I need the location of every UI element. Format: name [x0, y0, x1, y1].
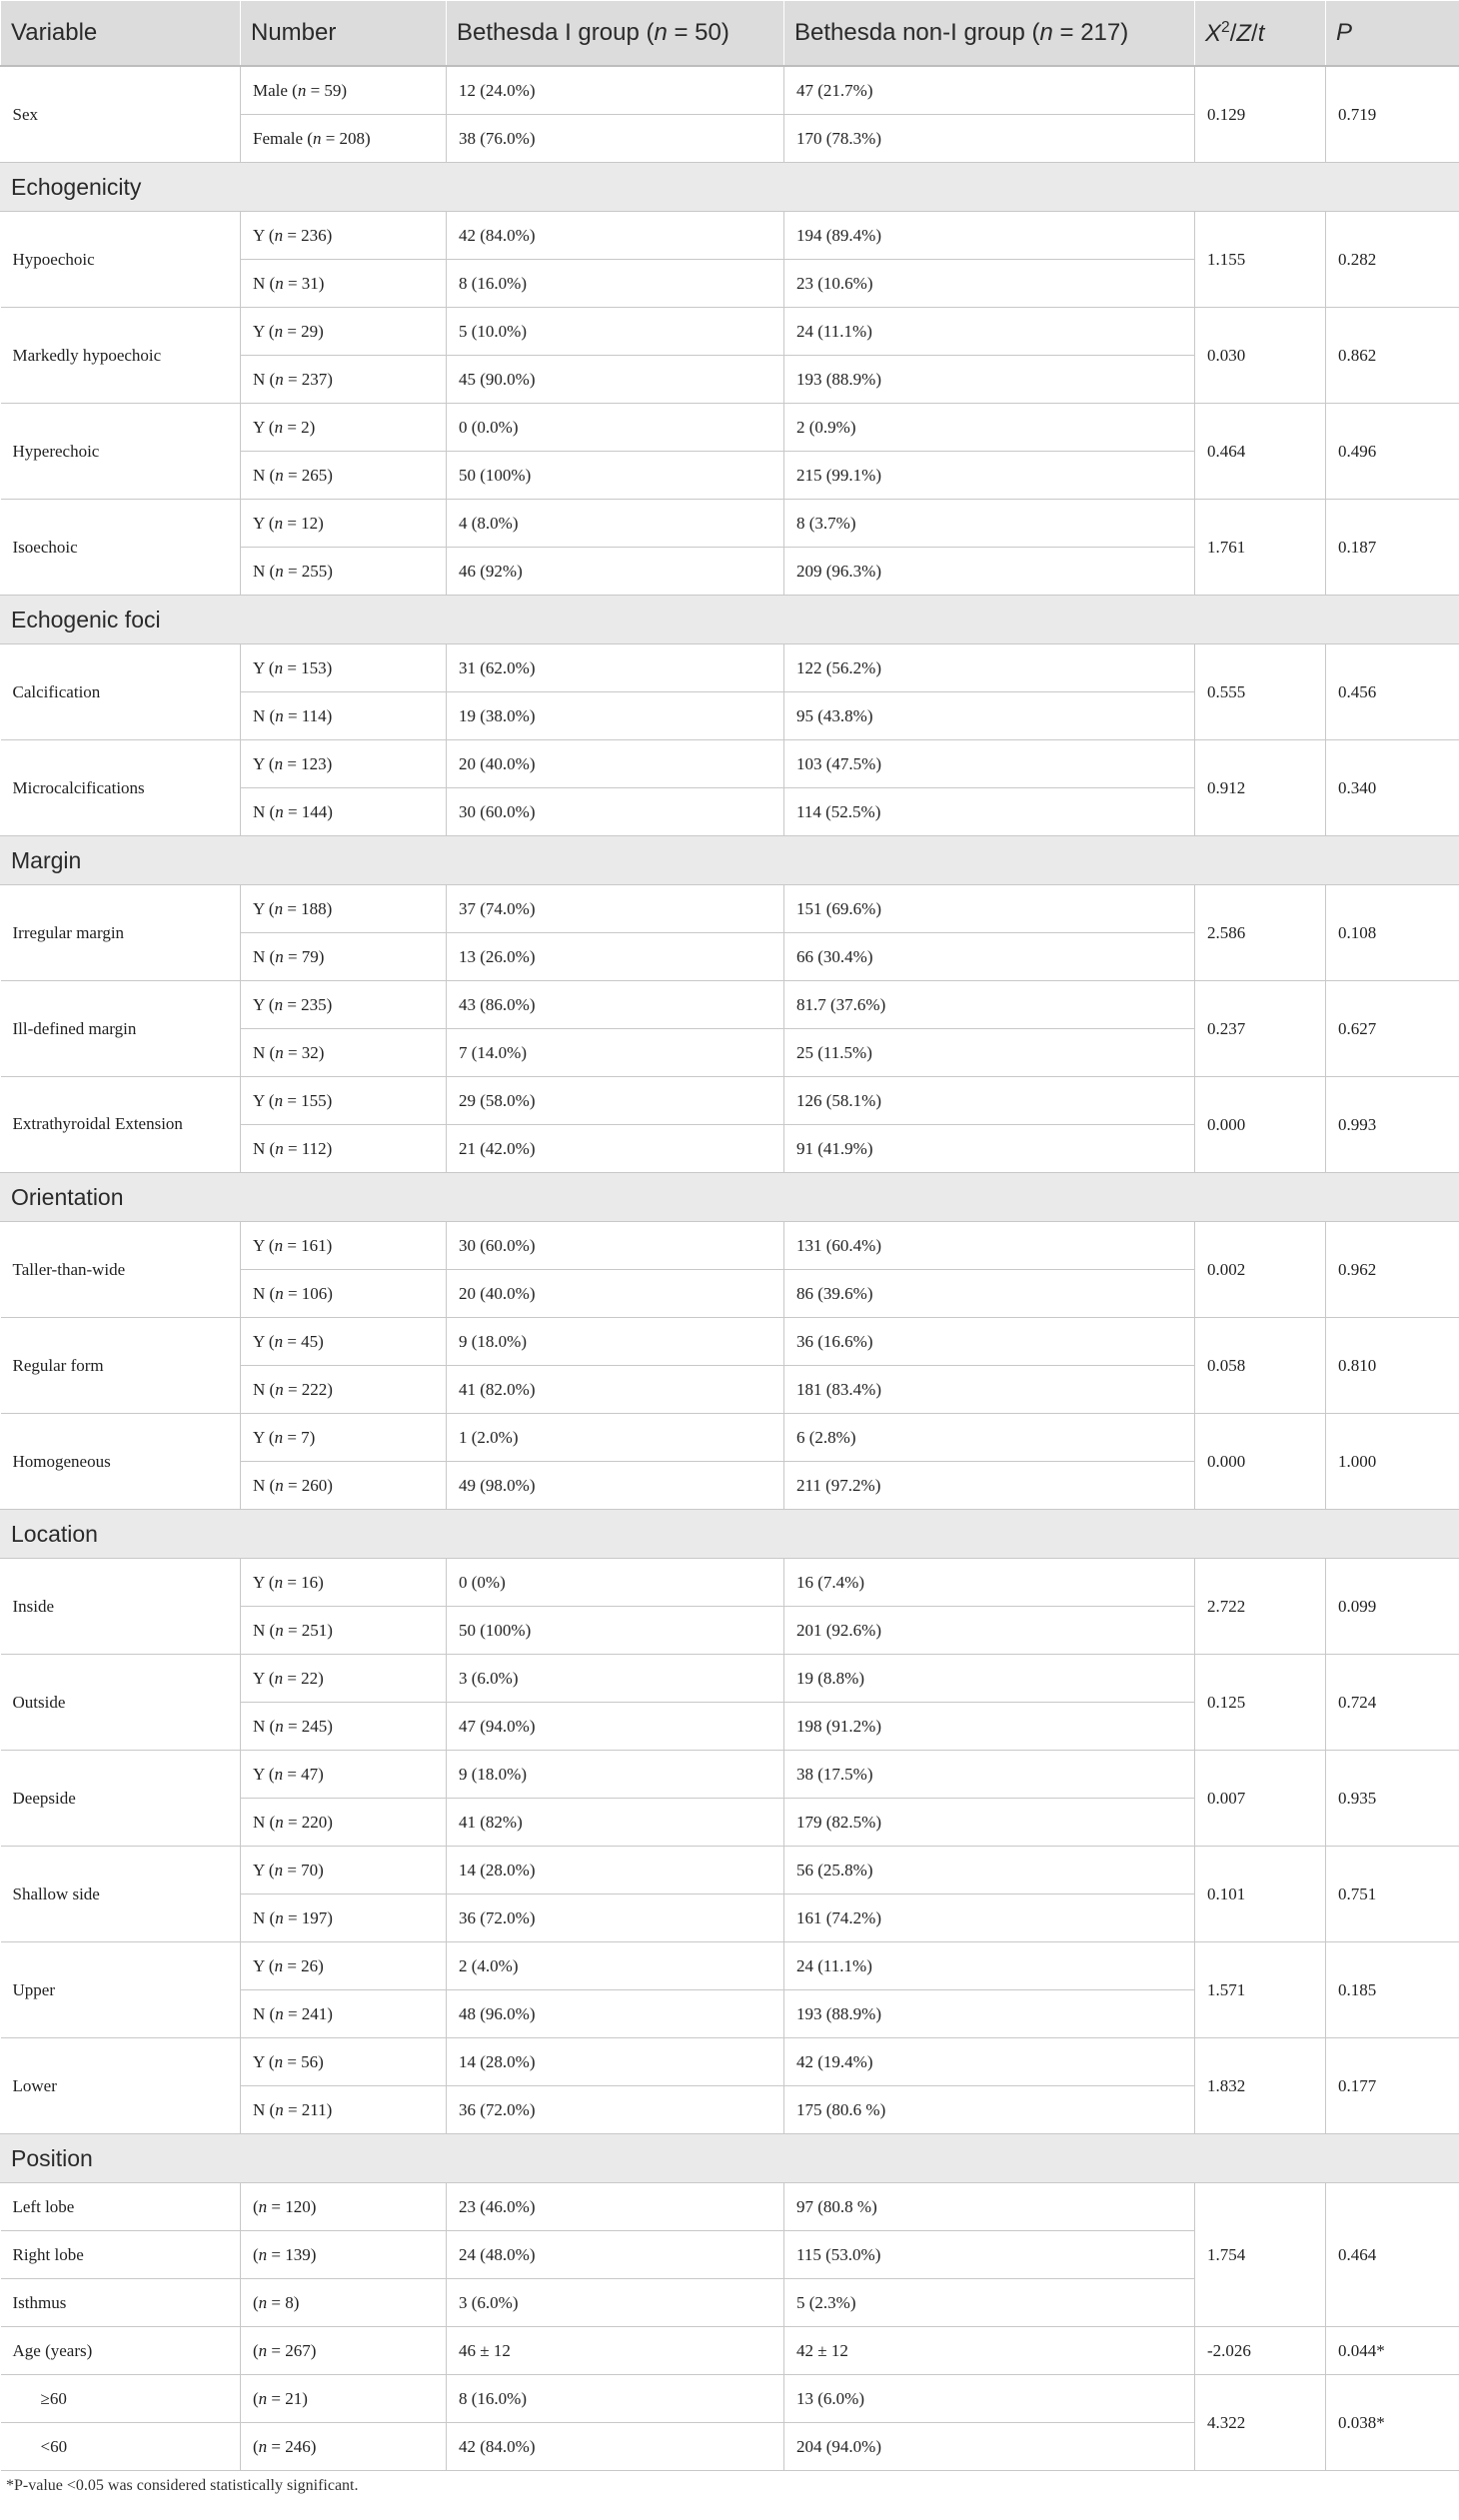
number-cell: N (n = 211) — [241, 2086, 447, 2134]
group2-cell: 170 (78.3%) — [784, 115, 1195, 163]
table-body — [1, 66, 1459, 2471]
number-cell: N (n = 241) — [241, 1990, 447, 2038]
group2-cell: 198 (91.2%) — [784, 1703, 1195, 1751]
table-row — [1, 981, 1459, 1029]
header-variable: Variable — [1, 1, 241, 67]
number-cell: N (n = 251) — [241, 1607, 447, 1655]
group2-cell: 175 (80.6 %) — [784, 2086, 1195, 2134]
group2-cell: 16 (7.4%) — [784, 1559, 1195, 1607]
table-row — [1, 66, 1459, 115]
group2-cell: 91 (41.9%) — [784, 1125, 1195, 1173]
stat-cell: 0.058 — [1195, 1318, 1326, 1414]
group1-cell: 37 (74.0%) — [447, 885, 784, 933]
stat-cell: 0.000 — [1195, 1414, 1326, 1510]
group1-cell: 42 (84.0%) — [447, 2423, 784, 2471]
variable-cell: <60 — [1, 2423, 241, 2471]
group1-cell: 46 (92%) — [447, 548, 784, 596]
group2-cell: 204 (94.0%) — [784, 2423, 1195, 2471]
section-title: Location — [1, 1510, 1459, 1559]
table-row — [1, 644, 1459, 692]
number-cell: N (n = 114) — [241, 692, 447, 740]
group2-cell: 211 (97.2%) — [784, 1462, 1195, 1510]
variable-cell: Hyperechoic — [1, 404, 241, 500]
variable-cell: Outside — [1, 1655, 241, 1751]
group1-cell: 7 (14.0%) — [447, 1029, 784, 1077]
number-cell: N (n = 144) — [241, 788, 447, 836]
group2-cell: 95 (43.8%) — [784, 692, 1195, 740]
group1-cell: 45 (90.0%) — [447, 356, 784, 404]
header-group1: Bethesda I group (n = 50) — [447, 1, 784, 67]
variable-cell: Lower — [1, 2038, 241, 2134]
section-row — [1, 836, 1459, 885]
group1-cell: 19 (38.0%) — [447, 692, 784, 740]
group2-cell: 126 (58.1%) — [784, 1077, 1195, 1125]
group1-cell: 8 (16.0%) — [447, 2375, 784, 2423]
table-row — [1, 308, 1459, 356]
group2-cell: 24 (11.1%) — [784, 308, 1195, 356]
stat-cell: 0.464 — [1195, 404, 1326, 500]
p-value-cell: 0.935 — [1326, 1751, 1459, 1847]
section-row — [1, 2134, 1459, 2183]
number-cell: (n = 120) — [241, 2183, 447, 2231]
variable-cell: Hypoechoic — [1, 212, 241, 308]
group1-cell: 9 (18.0%) — [447, 1318, 784, 1366]
group1-cell: 5 (10.0%) — [447, 308, 784, 356]
number-cell: Y (n = 26) — [241, 1942, 447, 1990]
number-cell: (n = 246) — [241, 2423, 447, 2471]
table-row — [1, 740, 1459, 788]
group1-cell: 0 (0.0%) — [447, 404, 784, 452]
variable-cell: Left lobe — [1, 2183, 241, 2231]
group2-cell: 103 (47.5%) — [784, 740, 1195, 788]
group2-cell: 36 (16.6%) — [784, 1318, 1195, 1366]
group1-cell: 41 (82.0%) — [447, 1366, 784, 1414]
p-value-cell: 0.719 — [1326, 66, 1459, 163]
number-cell: Y (n = 16) — [241, 1559, 447, 1607]
group2-cell: 47 (21.7%) — [784, 66, 1195, 115]
p-value-cell: 0.810 — [1326, 1318, 1459, 1414]
number-cell: N (n = 220) — [241, 1799, 447, 1847]
number-cell: Y (n = 236) — [241, 212, 447, 260]
stat-cell: 4.322 — [1195, 2375, 1326, 2471]
header-number: Number — [241, 1, 447, 67]
group2-cell: 201 (92.6%) — [784, 1607, 1195, 1655]
number-cell: Y (n = 123) — [241, 740, 447, 788]
p-value-cell: 0.177 — [1326, 2038, 1459, 2134]
number-cell: N (n = 222) — [241, 1366, 447, 1414]
number-cell: Y (n = 70) — [241, 1847, 447, 1894]
variable-cell: Upper — [1, 1942, 241, 2038]
variable-cell: Ill-defined margin — [1, 981, 241, 1077]
table-row — [1, 885, 1459, 933]
variable-cell: Calcification — [1, 644, 241, 740]
group1-cell: 31 (62.0%) — [447, 644, 784, 692]
number-cell: Y (n = 235) — [241, 981, 447, 1029]
group2-cell: 179 (82.5%) — [784, 1799, 1195, 1847]
group2-cell: 193 (88.9%) — [784, 356, 1195, 404]
group1-cell: 24 (48.0%) — [447, 2231, 784, 2279]
group1-cell: 30 (60.0%) — [447, 788, 784, 836]
header-p: P — [1326, 1, 1459, 67]
stat-cell: -2.026 — [1195, 2327, 1326, 2375]
section-title: Echogenicity — [1, 163, 1459, 212]
p-value-cell: 0.282 — [1326, 212, 1459, 308]
header-stat: $X^2/Z/t$ — [1195, 1, 1326, 67]
variable-cell: Regular form — [1, 1318, 241, 1414]
number-cell: Y (n = 161) — [241, 1222, 447, 1270]
table-row — [1, 212, 1459, 260]
p-value-cell: 0.724 — [1326, 1655, 1459, 1751]
variable-cell: Irregular margin — [1, 885, 241, 981]
group2-cell: 209 (96.3%) — [784, 548, 1195, 596]
variable-cell: Isthmus — [1, 2279, 241, 2327]
section-title: Position — [1, 2134, 1459, 2183]
p-value-cell: 0.627 — [1326, 981, 1459, 1077]
section-title: Margin — [1, 836, 1459, 885]
stat-cell: 1.761 — [1195, 500, 1326, 596]
header-group2: Bethesda non-I group (n = 217) — [784, 1, 1195, 67]
group1-cell: 0 (0%) — [447, 1559, 784, 1607]
group2-cell: 215 (99.1%) — [784, 452, 1195, 500]
stat-cell: 1.832 — [1195, 2038, 1326, 2134]
number-cell: (n = 21) — [241, 2375, 447, 2423]
number-cell: N (n = 237) — [241, 356, 447, 404]
group1-cell: 41 (82%) — [447, 1799, 784, 1847]
group1-cell: 20 (40.0%) — [447, 740, 784, 788]
stat-cell: 1.571 — [1195, 1942, 1326, 2038]
stat-cell: 0.125 — [1195, 1655, 1326, 1751]
variable-cell: Shallow side — [1, 1847, 241, 1942]
group2-cell: 5 (2.3%) — [784, 2279, 1195, 2327]
number-cell: Y (n = 56) — [241, 2038, 447, 2086]
section-title: Orientation — [1, 1173, 1459, 1222]
group1-cell: 23 (46.0%) — [447, 2183, 784, 2231]
group2-cell: 151 (69.6%) — [784, 885, 1195, 933]
group1-cell: 49 (98.0%) — [447, 1462, 784, 1510]
stat-cell: 1.155 — [1195, 212, 1326, 308]
section-row — [1, 163, 1459, 212]
section-row — [1, 596, 1459, 644]
group1-cell: 48 (96.0%) — [447, 1990, 784, 2038]
header-row — [1, 1, 1459, 67]
group1-cell: 47 (94.0%) — [447, 1703, 784, 1751]
number-cell: N (n = 106) — [241, 1270, 447, 1318]
p-value-cell: 0.962 — [1326, 1222, 1459, 1318]
stat-cell: 2.586 — [1195, 885, 1326, 981]
group2-cell: 122 (56.2%) — [784, 644, 1195, 692]
group1-cell: 43 (86.0%) — [447, 981, 784, 1029]
group1-cell: 14 (28.0%) — [447, 2038, 784, 2086]
section-row — [1, 1173, 1459, 1222]
group1-cell: 3 (6.0%) — [447, 2279, 784, 2327]
group2-cell: 25 (11.5%) — [784, 1029, 1195, 1077]
p-value-cell: 0.044* — [1326, 2327, 1459, 2375]
variable-cell: Right lobe — [1, 2231, 241, 2279]
group1-cell: 1 (2.0%) — [447, 1414, 784, 1462]
number-cell: Y (n = 45) — [241, 1318, 447, 1366]
group1-cell: 42 (84.0%) — [447, 212, 784, 260]
p-value-cell: 0.108 — [1326, 885, 1459, 981]
group2-cell: 8 (3.7%) — [784, 500, 1195, 548]
stat-cell: 0.129 — [1195, 66, 1326, 163]
number-cell: (n = 8) — [241, 2279, 447, 2327]
group2-cell: 193 (88.9%) — [784, 1990, 1195, 2038]
number-cell: Y (n = 188) — [241, 885, 447, 933]
number-cell: N (n = 255) — [241, 548, 447, 596]
table-row — [1, 1077, 1459, 1125]
number-cell: N (n = 245) — [241, 1703, 447, 1751]
variable-cell: Homogeneous — [1, 1414, 241, 1510]
group1-cell: 46 ± 12 — [447, 2327, 784, 2375]
number-cell: N (n = 197) — [241, 1894, 447, 1942]
number-cell: Y (n = 155) — [241, 1077, 447, 1125]
group2-cell: 131 (60.4%) — [784, 1222, 1195, 1270]
stat-cell: 0.101 — [1195, 1847, 1326, 1942]
group2-cell: 161 (74.2%) — [784, 1894, 1195, 1942]
table-row — [1, 500, 1459, 548]
group2-cell: 2 (0.9%) — [784, 404, 1195, 452]
group1-cell: 3 (6.0%) — [447, 1655, 784, 1703]
variable-cell: Microcalcifications — [1, 740, 241, 836]
group2-cell: 13 (6.0%) — [784, 2375, 1195, 2423]
table-row — [1, 1559, 1459, 1607]
number-cell: Y (n = 2) — [241, 404, 447, 452]
group2-cell: 181 (83.4%) — [784, 1366, 1195, 1414]
table-row — [1, 1751, 1459, 1799]
group2-cell: 86 (39.6%) — [784, 1270, 1195, 1318]
group1-cell: 36 (72.0%) — [447, 2086, 784, 2134]
number-cell: Male (n = 59) — [241, 66, 447, 115]
stat-cell: 2.722 — [1195, 1559, 1326, 1655]
stat-cell: 0.000 — [1195, 1077, 1326, 1173]
group2-cell: 23 (10.6%) — [784, 260, 1195, 308]
group1-cell: 21 (42.0%) — [447, 1125, 784, 1173]
number-cell: (n = 267) — [241, 2327, 447, 2375]
p-value-cell: 0.099 — [1326, 1559, 1459, 1655]
group1-cell: 2 (4.0%) — [447, 1942, 784, 1990]
table-row — [1, 2375, 1459, 2423]
group1-cell: 9 (18.0%) — [447, 1751, 784, 1799]
table-row — [1, 2327, 1459, 2375]
group2-cell: 81.7 (37.6%) — [784, 981, 1195, 1029]
stat-cell: 0.912 — [1195, 740, 1326, 836]
section-row — [1, 1510, 1459, 1559]
number-cell: Female (n = 208) — [241, 115, 447, 163]
group1-cell: 8 (16.0%) — [447, 260, 784, 308]
number-cell: N (n = 265) — [241, 452, 447, 500]
number-cell: N (n = 79) — [241, 933, 447, 981]
group2-cell: 115 (53.0%) — [784, 2231, 1195, 2279]
number-cell: Y (n = 153) — [241, 644, 447, 692]
group1-cell: 14 (28.0%) — [447, 1847, 784, 1894]
group1-cell: 50 (100%) — [447, 452, 784, 500]
variable-cell: Inside — [1, 1559, 241, 1655]
p-value-cell: 0.464 — [1326, 2183, 1459, 2327]
group1-cell: 30 (60.0%) — [447, 1222, 784, 1270]
table-row — [1, 1222, 1459, 1270]
variable-cell: ≥60 — [1, 2375, 241, 2423]
stat-cell: 0.237 — [1195, 981, 1326, 1077]
p-value-cell: 0.187 — [1326, 500, 1459, 596]
group1-cell: 12 (24.0%) — [447, 66, 784, 115]
p-value-cell: 0.993 — [1326, 1077, 1459, 1173]
group2-cell: 38 (17.5%) — [784, 1751, 1195, 1799]
number-cell: N (n = 112) — [241, 1125, 447, 1173]
number-cell: Y (n = 7) — [241, 1414, 447, 1462]
group2-cell: 194 (89.4%) — [784, 212, 1195, 260]
group2-cell: 97 (80.8 %) — [784, 2183, 1195, 2231]
footnote: *P-value <0.05 was considered statistically significant. — [6, 2477, 359, 2494]
number-cell: Y (n = 12) — [241, 500, 447, 548]
group2-cell: 6 (2.8%) — [784, 1414, 1195, 1462]
variable-cell: Markedly hypoechoic — [1, 308, 241, 404]
group1-cell: 20 (40.0%) — [447, 1270, 784, 1318]
group2-cell: 24 (11.1%) — [784, 1942, 1195, 1990]
group1-cell: 13 (26.0%) — [447, 933, 784, 981]
p-value-cell: 0.751 — [1326, 1847, 1459, 1942]
stat-cell: 0.007 — [1195, 1751, 1326, 1847]
group2-cell: 42 ± 12 — [784, 2327, 1195, 2375]
group2-cell: 66 (30.4%) — [784, 933, 1195, 981]
p-value-cell: 0.185 — [1326, 1942, 1459, 2038]
p-value-cell: 0.340 — [1326, 740, 1459, 836]
table-row — [1, 1847, 1459, 1894]
stat-cell: 1.754 — [1195, 2183, 1326, 2327]
group2-cell: 56 (25.8%) — [784, 1847, 1195, 1894]
number-cell: Y (n = 29) — [241, 308, 447, 356]
group1-cell: 36 (72.0%) — [447, 1894, 784, 1942]
table-row — [1, 1414, 1459, 1462]
p-value-cell: 0.496 — [1326, 404, 1459, 500]
stat-cell: 0.030 — [1195, 308, 1326, 404]
table-row — [1, 1942, 1459, 1990]
table-row — [1, 404, 1459, 452]
variable-cell: Taller-than-wide — [1, 1222, 241, 1318]
variable-cell: Isoechoic — [1, 500, 241, 596]
p-value-cell: 1.000 — [1326, 1414, 1459, 1510]
section-title: Echogenic foci — [1, 596, 1459, 644]
table-row — [1, 2183, 1459, 2231]
variable-cell: Age (years) — [1, 2327, 241, 2375]
number-cell: Y (n = 47) — [241, 1751, 447, 1799]
group2-cell: 19 (8.8%) — [784, 1655, 1195, 1703]
number-cell: Y (n = 22) — [241, 1655, 447, 1703]
group2-cell: 114 (52.5%) — [784, 788, 1195, 836]
group1-cell: 50 (100%) — [447, 1607, 784, 1655]
table-row — [1, 2038, 1459, 2086]
group1-cell: 4 (8.0%) — [447, 500, 784, 548]
variable-cell: Extrathyroidal Extension — [1, 1077, 241, 1173]
group2-cell: 42 (19.4%) — [784, 2038, 1195, 2086]
number-cell: N (n = 32) — [241, 1029, 447, 1077]
table-row — [1, 1655, 1459, 1703]
group1-cell: 38 (76.0%) — [447, 115, 784, 163]
p-value-cell: 0.456 — [1326, 644, 1459, 740]
p-value-cell: 0.862 — [1326, 308, 1459, 404]
variable-cell: Sex — [1, 66, 241, 163]
number-cell: N (n = 31) — [241, 260, 447, 308]
table-row — [1, 1318, 1459, 1366]
number-cell: (n = 139) — [241, 2231, 447, 2279]
stat-cell: 0.555 — [1195, 644, 1326, 740]
variable-cell: Deepside — [1, 1751, 241, 1847]
number-cell: N (n = 260) — [241, 1462, 447, 1510]
group1-cell: 29 (58.0%) — [447, 1077, 784, 1125]
p-value-cell: 0.038* — [1326, 2375, 1459, 2471]
stat-cell: 0.002 — [1195, 1222, 1326, 1318]
